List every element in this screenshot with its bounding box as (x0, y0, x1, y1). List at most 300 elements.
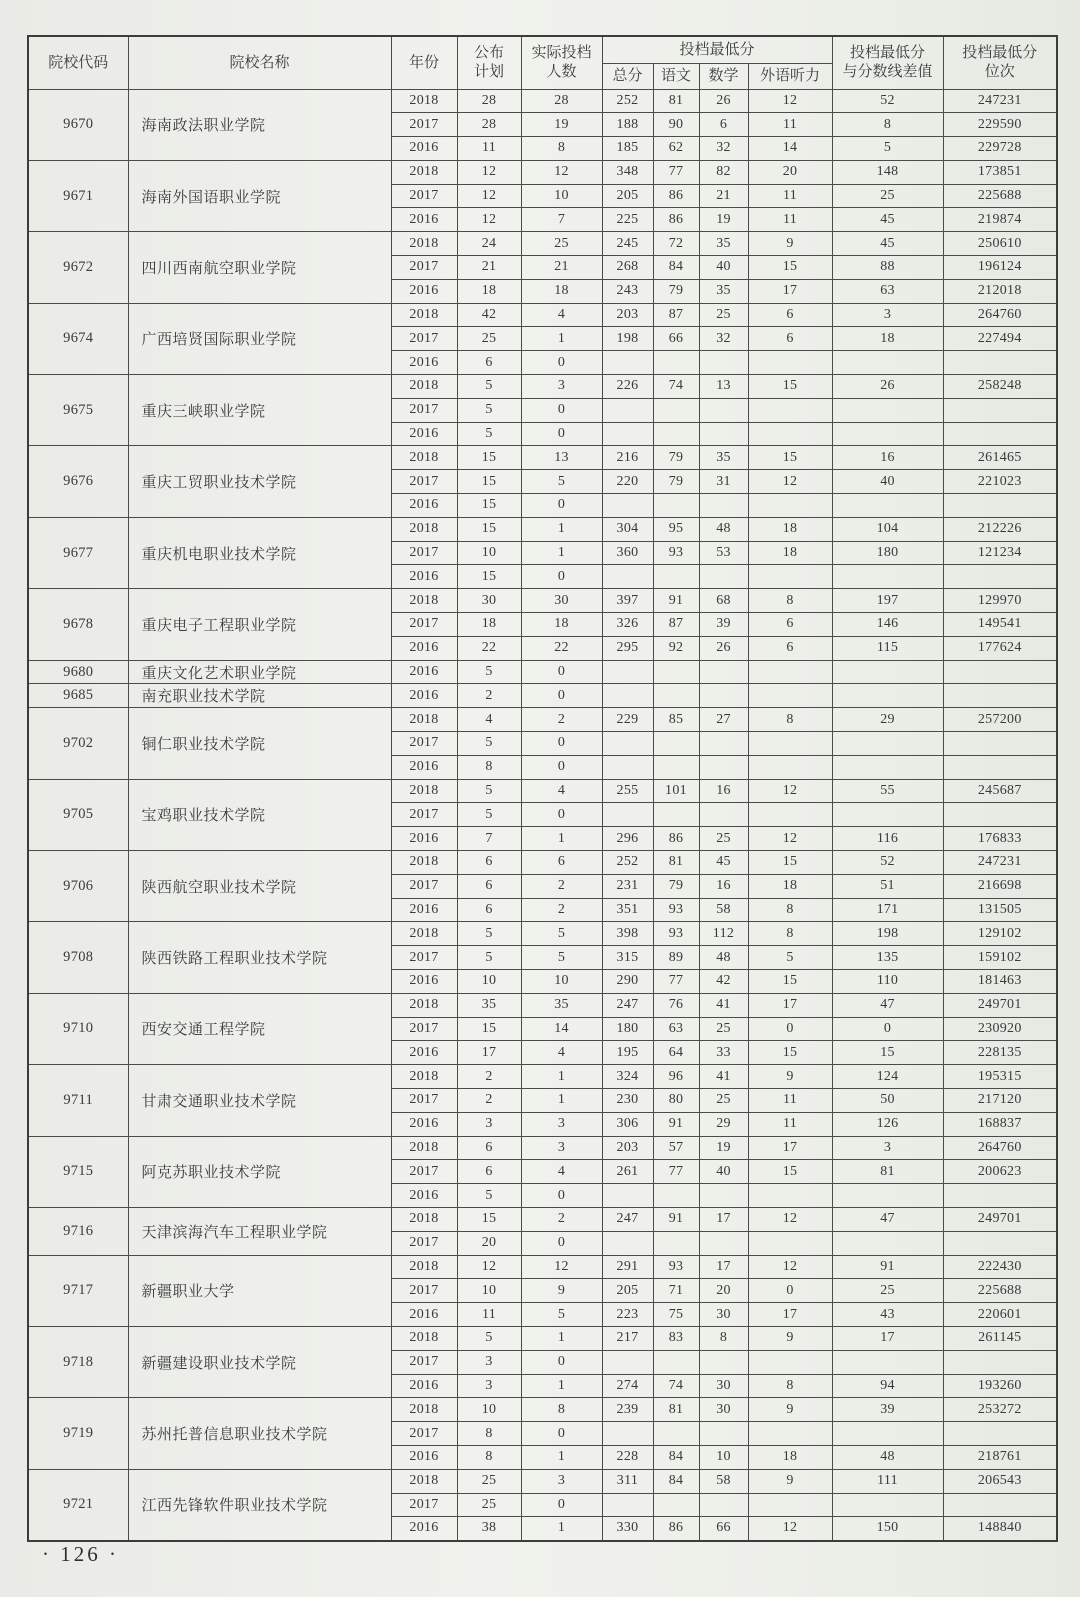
cell-listening: 8 (748, 922, 832, 946)
cell-year: 2016 (391, 827, 457, 851)
cell-rank: 225688 (943, 184, 1057, 208)
cell-math (699, 1422, 748, 1446)
cell-chinese: 72 (653, 232, 699, 256)
cell-plan: 5 (457, 422, 521, 446)
cell-rank: 249701 (943, 993, 1057, 1017)
cell-year: 2017 (391, 1422, 457, 1446)
cell-listening: 12 (748, 827, 832, 851)
cell-listening: 9 (748, 1065, 832, 1089)
cell-chinese: 77 (653, 1160, 699, 1184)
cell-listening: 12 (748, 1255, 832, 1279)
cell-diff: 146 (832, 613, 943, 637)
institution-name: 新疆职业大学 (128, 1255, 391, 1326)
cell-listening: 17 (748, 279, 832, 303)
cell-rank: 253272 (943, 1398, 1057, 1422)
cell-actual: 0 (521, 422, 602, 446)
cell-total: 231 (602, 874, 653, 898)
cell-actual: 4 (521, 779, 602, 803)
cell-actual: 0 (521, 1184, 602, 1208)
cell-rank: 247231 (943, 851, 1057, 875)
cell-chinese: 87 (653, 613, 699, 637)
cell-total: 245 (602, 232, 653, 256)
cell-listening: 8 (748, 1374, 832, 1398)
cell-actual: 0 (521, 398, 602, 422)
col-header-chinese: 语文 (653, 63, 699, 89)
cell-math: 21 (699, 184, 748, 208)
institution-code: 9718 (28, 1326, 128, 1397)
cell-total: 268 (602, 256, 653, 280)
cell-total (602, 565, 653, 589)
cell-listening: 15 (748, 969, 832, 993)
cell-math (699, 1184, 748, 1208)
cell-math (699, 351, 748, 375)
cell-chinese: 90 (653, 113, 699, 137)
cell-listening: 11 (748, 184, 832, 208)
institution-code: 9702 (28, 708, 128, 779)
cell-plan: 3 (457, 1112, 521, 1136)
cell-actual: 25 (521, 232, 602, 256)
cell-total: 228 (602, 1445, 653, 1469)
institution-name: 重庆工贸职业技术学院 (128, 446, 391, 517)
cell-diff (832, 803, 943, 827)
institution-code: 9717 (28, 1255, 128, 1326)
cell-total (602, 398, 653, 422)
cell-plan: 25 (457, 327, 521, 351)
cell-rank: 261465 (943, 446, 1057, 470)
cell-actual: 21 (521, 256, 602, 280)
cell-chinese: 91 (653, 1207, 699, 1231)
cell-diff: 148 (832, 160, 943, 184)
cell-plan: 5 (457, 732, 521, 756)
cell-math: 8 (699, 1326, 748, 1350)
cell-listening (748, 732, 832, 756)
cell-diff: 26 (832, 375, 943, 399)
cell-chinese: 93 (653, 1255, 699, 1279)
cell-chinese: 63 (653, 1017, 699, 1041)
cell-diff (832, 1422, 943, 1446)
cell-chinese: 87 (653, 303, 699, 327)
cell-math: 25 (699, 827, 748, 851)
cell-listening: 15 (748, 1041, 832, 1065)
cell-diff: 111 (832, 1469, 943, 1493)
cell-listening: 17 (748, 993, 832, 1017)
cell-actual: 8 (521, 1398, 602, 1422)
cell-diff: 8 (832, 113, 943, 137)
cell-diff: 198 (832, 922, 943, 946)
institution-name: 西安交通工程学院 (128, 993, 391, 1064)
cell-total: 330 (602, 1517, 653, 1541)
table-header (28, 36, 1057, 89)
cell-year: 2016 (391, 755, 457, 779)
table-row (28, 1326, 1057, 1350)
cell-plan: 15 (457, 517, 521, 541)
cell-year: 2016 (391, 898, 457, 922)
cell-actual: 4 (521, 1160, 602, 1184)
cell-chinese (653, 1350, 699, 1374)
cell-total: 220 (602, 470, 653, 494)
cell-plan: 5 (457, 922, 521, 946)
cell-math: 39 (699, 613, 748, 637)
institution-code: 9705 (28, 779, 128, 850)
cell-year: 2018 (391, 851, 457, 875)
institution-code: 9721 (28, 1469, 128, 1540)
col-header-year: 年份 (391, 36, 457, 89)
cell-total (602, 351, 653, 375)
cell-chinese: 91 (653, 1112, 699, 1136)
cell-plan: 7 (457, 827, 521, 851)
cell-year: 2016 (391, 636, 457, 660)
cell-plan: 12 (457, 160, 521, 184)
cell-year: 2017 (391, 946, 457, 970)
cell-year: 2016 (391, 137, 457, 161)
cell-math: 41 (699, 1065, 748, 1089)
cell-rank: 261145 (943, 1326, 1057, 1350)
cell-math (699, 1231, 748, 1255)
cell-actual: 5 (521, 1303, 602, 1327)
cell-diff: 197 (832, 589, 943, 613)
cell-year: 2017 (391, 256, 457, 280)
cell-year: 2016 (391, 1303, 457, 1327)
cell-chinese: 74 (653, 1374, 699, 1398)
cell-diff: 52 (832, 851, 943, 875)
cell-listening (748, 351, 832, 375)
institution-code: 9680 (28, 660, 128, 684)
cell-listening: 18 (748, 517, 832, 541)
cell-actual: 1 (521, 1065, 602, 1089)
cell-total: 296 (602, 827, 653, 851)
cell-diff: 47 (832, 1207, 943, 1231)
cell-rank: 216698 (943, 874, 1057, 898)
cell-plan: 5 (457, 779, 521, 803)
cell-rank: 225688 (943, 1279, 1057, 1303)
cell-math (699, 803, 748, 827)
cell-chinese: 66 (653, 327, 699, 351)
cell-chinese: 75 (653, 1303, 699, 1327)
cell-year: 2018 (391, 1469, 457, 1493)
cell-year: 2016 (391, 1184, 457, 1208)
cell-actual: 0 (521, 803, 602, 827)
cell-chinese: 91 (653, 589, 699, 613)
cell-year: 2016 (391, 1374, 457, 1398)
cell-rank: 206543 (943, 1469, 1057, 1493)
cell-chinese (653, 351, 699, 375)
cell-plan: 10 (457, 1279, 521, 1303)
cell-actual: 5 (521, 946, 602, 970)
cell-plan: 10 (457, 969, 521, 993)
cell-actual: 9 (521, 1279, 602, 1303)
cell-math: 35 (699, 446, 748, 470)
cell-year: 2018 (391, 589, 457, 613)
cell-actual: 0 (521, 1231, 602, 1255)
cell-plan: 5 (457, 946, 521, 970)
cell-diff: 52 (832, 89, 943, 113)
cell-actual: 6 (521, 851, 602, 875)
cell-math: 29 (699, 1112, 748, 1136)
cell-listening (748, 422, 832, 446)
cell-rank (943, 755, 1057, 779)
institution-name: 新疆建设职业技术学院 (128, 1326, 391, 1397)
cell-rank: 217120 (943, 1088, 1057, 1112)
cell-math: 30 (699, 1398, 748, 1422)
cell-plan: 3 (457, 1350, 521, 1374)
cell-rank: 249701 (943, 1207, 1057, 1231)
cell-listening: 0 (748, 1017, 832, 1041)
cell-year: 2017 (391, 1279, 457, 1303)
cell-year: 2018 (391, 1326, 457, 1350)
cell-math (699, 422, 748, 446)
cell-chinese: 77 (653, 160, 699, 184)
cell-plan: 6 (457, 1160, 521, 1184)
institution-name: 重庆文化艺术职业学院 (128, 660, 391, 684)
cell-plan: 18 (457, 613, 521, 637)
cell-diff: 115 (832, 636, 943, 660)
cell-listening: 0 (748, 1279, 832, 1303)
institution-code: 9685 (28, 684, 128, 708)
cell-chinese (653, 755, 699, 779)
cell-chinese (653, 1422, 699, 1446)
cell-plan: 5 (457, 375, 521, 399)
cell-diff (832, 1350, 943, 1374)
cell-diff (832, 660, 943, 684)
cell-math (699, 398, 748, 422)
cell-actual: 0 (521, 1422, 602, 1446)
cell-rank: 148840 (943, 1517, 1057, 1541)
cell-total: 188 (602, 113, 653, 137)
cell-year: 2017 (391, 470, 457, 494)
cell-listening: 12 (748, 779, 832, 803)
cell-plan: 15 (457, 494, 521, 518)
cell-chinese: 80 (653, 1088, 699, 1112)
col-header-diff-line2: 与分数线差值 (842, 63, 933, 80)
cell-listening: 18 (748, 874, 832, 898)
cell-actual: 4 (521, 1041, 602, 1065)
cell-plan: 8 (457, 1422, 521, 1446)
institution-code: 9671 (28, 160, 128, 231)
cell-total: 274 (602, 1374, 653, 1398)
cell-chinese: 93 (653, 898, 699, 922)
cell-actual: 0 (521, 351, 602, 375)
cell-chinese: 96 (653, 1065, 699, 1089)
cell-actual: 12 (521, 1255, 602, 1279)
cell-plan: 3 (457, 1374, 521, 1398)
cell-chinese (653, 732, 699, 756)
institution-code: 9706 (28, 851, 128, 922)
cell-listening: 8 (748, 589, 832, 613)
table-row (28, 232, 1057, 256)
cell-plan: 15 (457, 446, 521, 470)
cell-plan: 22 (457, 636, 521, 660)
cell-actual: 13 (521, 446, 602, 470)
cell-total: 326 (602, 613, 653, 637)
cell-math (699, 732, 748, 756)
cell-listening: 17 (748, 1136, 832, 1160)
cell-year: 2016 (391, 684, 457, 708)
table-row (28, 89, 1057, 113)
cell-rank (943, 1493, 1057, 1517)
cell-chinese: 93 (653, 541, 699, 565)
cell-chinese: 71 (653, 1279, 699, 1303)
cell-chinese (653, 684, 699, 708)
cell-chinese: 86 (653, 184, 699, 208)
cell-plan: 28 (457, 113, 521, 137)
col-header-name: 院校名称 (128, 36, 391, 89)
cell-chinese (653, 1493, 699, 1517)
cell-math: 58 (699, 898, 748, 922)
cell-plan: 11 (457, 1303, 521, 1327)
cell-listening: 18 (748, 1445, 832, 1469)
cell-listening: 17 (748, 1303, 832, 1327)
table-row (28, 1207, 1057, 1231)
col-header-plan-line2: 计划 (473, 63, 504, 80)
cell-actual: 0 (521, 755, 602, 779)
cell-plan: 12 (457, 1255, 521, 1279)
cell-diff: 17 (832, 1326, 943, 1350)
institution-name: 陕西铁路工程职业技术学院 (128, 922, 391, 993)
cell-total: 203 (602, 303, 653, 327)
cell-rank: 219874 (943, 208, 1057, 232)
cell-rank: 258248 (943, 375, 1057, 399)
col-header-plan (457, 36, 521, 89)
cell-listening: 11 (748, 208, 832, 232)
cell-plan: 18 (457, 279, 521, 303)
cell-listening: 9 (748, 1326, 832, 1350)
cell-diff: 16 (832, 446, 943, 470)
cell-actual: 7 (521, 208, 602, 232)
cell-plan: 11 (457, 137, 521, 161)
cell-chinese: 84 (653, 1445, 699, 1469)
institution-code: 9710 (28, 993, 128, 1064)
col-header-total: 总分 (602, 63, 653, 89)
cell-math (699, 755, 748, 779)
cell-total: 306 (602, 1112, 653, 1136)
institution-code: 9708 (28, 922, 128, 993)
cell-listening: 9 (748, 1398, 832, 1422)
cell-total: 225 (602, 208, 653, 232)
cell-math: 58 (699, 1469, 748, 1493)
cell-chinese: 93 (653, 922, 699, 946)
cell-plan: 21 (457, 256, 521, 280)
cell-total: 243 (602, 279, 653, 303)
cell-year: 2016 (391, 494, 457, 518)
institution-name: 南充职业技术学院 (128, 684, 391, 708)
cell-diff: 3 (832, 303, 943, 327)
cell-listening: 8 (748, 708, 832, 732)
cell-rank (943, 565, 1057, 589)
cell-math: 40 (699, 1160, 748, 1184)
cell-rank: 131505 (943, 898, 1057, 922)
cell-total (602, 422, 653, 446)
cell-rank: 257200 (943, 708, 1057, 732)
cell-total: 205 (602, 1279, 653, 1303)
cell-math: 40 (699, 256, 748, 280)
cell-diff (832, 684, 943, 708)
cell-diff: 104 (832, 517, 943, 541)
cell-total (602, 1231, 653, 1255)
cell-actual: 28 (521, 89, 602, 113)
cell-listening: 15 (748, 375, 832, 399)
cell-year: 2017 (391, 398, 457, 422)
cell-listening: 8 (748, 898, 832, 922)
col-header-listening: 外语听力 (748, 63, 832, 89)
cell-year: 2017 (391, 1017, 457, 1041)
cell-year: 2016 (391, 969, 457, 993)
institution-code: 9674 (28, 303, 128, 374)
cell-actual: 1 (521, 327, 602, 351)
col-header-math: 数学 (699, 63, 748, 89)
cell-plan: 6 (457, 874, 521, 898)
cell-plan: 28 (457, 89, 521, 113)
cell-rank: 250610 (943, 232, 1057, 256)
cell-diff: 51 (832, 874, 943, 898)
table-row (28, 1065, 1057, 1089)
cell-plan: 5 (457, 398, 521, 422)
cell-diff: 47 (832, 993, 943, 1017)
cell-year: 2017 (391, 541, 457, 565)
col-header-diff (832, 36, 943, 89)
institution-name: 阿克苏职业技术学院 (128, 1136, 391, 1207)
cell-year: 2018 (391, 993, 457, 1017)
cell-math: 20 (699, 1279, 748, 1303)
cell-listening: 18 (748, 541, 832, 565)
cell-math: 30 (699, 1374, 748, 1398)
cell-listening (748, 1493, 832, 1517)
cell-total: 180 (602, 1017, 653, 1041)
cell-year: 2017 (391, 1088, 457, 1112)
cell-diff (832, 351, 943, 375)
cell-listening: 9 (748, 1469, 832, 1493)
cell-math: 82 (699, 160, 748, 184)
cell-chinese (653, 1184, 699, 1208)
cell-year: 2016 (391, 1112, 457, 1136)
cell-chinese: 76 (653, 993, 699, 1017)
cell-year: 2018 (391, 1065, 457, 1089)
cell-diff: 150 (832, 1517, 943, 1541)
cell-chinese: 84 (653, 1469, 699, 1493)
cell-diff: 0 (832, 1017, 943, 1041)
cell-year: 2018 (391, 1255, 457, 1279)
cell-chinese: 77 (653, 969, 699, 993)
cell-total: 304 (602, 517, 653, 541)
cell-total: 397 (602, 589, 653, 613)
cell-year: 2016 (391, 422, 457, 446)
cell-year: 2018 (391, 232, 457, 256)
cell-plan: 2 (457, 1088, 521, 1112)
cell-total: 226 (602, 375, 653, 399)
cell-total: 217 (602, 1326, 653, 1350)
cell-actual: 1 (521, 1374, 602, 1398)
cell-diff (832, 422, 943, 446)
cell-chinese: 83 (653, 1326, 699, 1350)
table-row (28, 779, 1057, 803)
cell-year: 2018 (391, 375, 457, 399)
cell-chinese: 79 (653, 446, 699, 470)
cell-plan: 15 (457, 1207, 521, 1231)
institution-code: 9715 (28, 1136, 128, 1207)
cell-total: 198 (602, 327, 653, 351)
cell-year: 2017 (391, 613, 457, 637)
cell-chinese (653, 422, 699, 446)
cell-rank: 159102 (943, 946, 1057, 970)
cell-diff: 25 (832, 184, 943, 208)
cell-actual: 22 (521, 636, 602, 660)
cell-actual: 12 (521, 160, 602, 184)
cell-rank (943, 1350, 1057, 1374)
cell-chinese: 79 (653, 279, 699, 303)
cell-year: 2016 (391, 279, 457, 303)
cell-plan: 20 (457, 1231, 521, 1255)
cell-chinese: 85 (653, 708, 699, 732)
cell-listening: 15 (748, 1160, 832, 1184)
